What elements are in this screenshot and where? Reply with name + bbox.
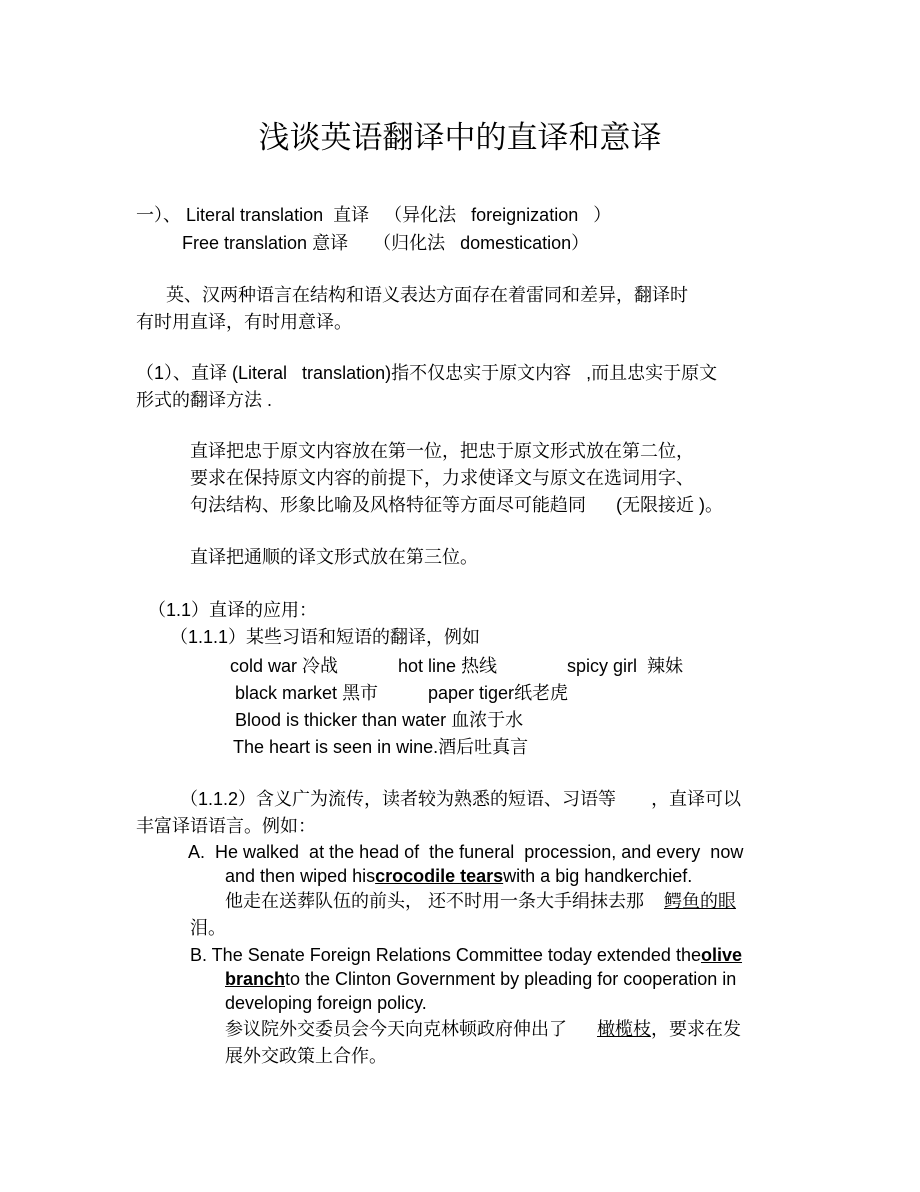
example-spicy-girl-zh: 辣妹: [647, 656, 684, 676]
definition-line-2: 形式的翻译方法 .: [136, 390, 273, 410]
example-a-zh-1a: 他走在送葬队伍的前头， 还不时用一条大手绢抹去那: [225, 891, 644, 911]
example-b-zh-line-1: [225, 1018, 741, 1040]
example-paper-tiger: paper tiger: [428, 683, 515, 703]
application2-line-1: [180, 788, 741, 810]
example-b-line-2: [225, 968, 736, 990]
example-a-line-1: A. He walked at the head of the funeral procession, and every now: [188, 842, 744, 862]
para1-line-3b: (无限接近 )。: [616, 495, 724, 515]
example-b-zh-1a: 参议院外交委员会今天向克林顿政府伸出了: [225, 1019, 567, 1039]
example-black-market: black market: [235, 683, 338, 703]
olive-branch-part-1: olive: [700, 945, 743, 965]
application2-line-1b: ，直译可以: [651, 789, 742, 809]
section-prefix: 一）、: [136, 205, 181, 225]
definition-part-b: translation)指不仅忠实于原文内容: [302, 363, 572, 383]
section-literal-line: [136, 204, 611, 226]
crocodile-tears: crocodile tears: [375, 866, 504, 886]
domestication-term: domestication）: [460, 233, 590, 253]
section-free-line: [182, 232, 589, 254]
intro-line-2: 有时用直译，有时用意译。: [136, 312, 352, 332]
para2: 直译把通顺的译文形式放在第三位。: [190, 547, 478, 567]
example-blood: Blood is thicker than water: [235, 710, 447, 730]
example-spicy-girl: spicy girl: [567, 656, 638, 676]
example-b-line-1a: B. The Senate Foreign Relations Committee today extended the: [190, 945, 701, 965]
example-b-line-3: developing foreign policy.: [225, 993, 427, 1013]
application-heading: （1.1）直译的应用：: [148, 600, 318, 620]
example-hot-line: hot line: [398, 656, 457, 676]
foreignization-term: foreignization: [471, 205, 579, 225]
example-blood-zh: 血浓于水: [451, 710, 524, 730]
document-title: 浅谈英语翻译中的直译和意译: [258, 120, 662, 156]
example-heart-zh: 酒后吐真言: [438, 737, 529, 757]
free-term: Free translation: [182, 233, 308, 253]
olive-branch-zh: 橄榄枝: [597, 1019, 652, 1039]
foreignization-paren: （异化法: [384, 205, 457, 225]
domestication-paren: （归化法: [373, 233, 446, 253]
crocodile-tears-zh: 鳄鱼的眼: [664, 891, 737, 911]
example-a-line-2c: with a big handkerchief.: [503, 866, 693, 886]
definition-line-1: [136, 362, 717, 384]
intro-line-1: 英、汉两种语言在结构和语义表达方面存在着雷同和差异，翻译时: [166, 285, 688, 305]
example-a-zh-line-1: [225, 890, 736, 912]
definition-part-a: （1）、直译 (Literal: [136, 363, 288, 383]
para1-line-1: 直译把忠于原文内容放在第一位，把忠于原文形式放在第二位，: [190, 441, 694, 461]
example-hot-line-zh: 热线: [461, 656, 498, 676]
example-b-zh-1c: ，要求在发: [651, 1019, 742, 1039]
example-b-zh-line-2: 展外交政策上合作。: [225, 1046, 387, 1066]
foreignization-close: ）: [593, 205, 612, 225]
example-a-line-2: [225, 865, 692, 887]
example-a-zh-line-2: 泪。: [190, 918, 226, 938]
application2-line-1a: （1.1.2）含义广为流传，读者较为熟悉的短语、习语等: [180, 789, 617, 809]
example-row-4: [233, 736, 528, 758]
olive-branch-part-2: branch: [225, 969, 286, 989]
example-heart: The heart is seen in wine.: [233, 737, 439, 757]
para1-line-2: 要求在保持原文内容的前提下，力求使译文与原文在选词用字、: [190, 468, 694, 488]
example-cold-war-zh: 冷战: [302, 656, 339, 676]
example-black-market-zh: 黑市: [342, 683, 379, 703]
example-paper-tiger-zh: 纸老虎: [514, 683, 569, 703]
example-row-3: [235, 709, 523, 731]
application2-line-2: 丰富译语语言。例如：: [136, 816, 316, 836]
free-zh: 意译: [312, 233, 349, 253]
example-b-line-2b: to the Clinton Government by pleading for cooperation in: [285, 969, 737, 989]
para1-line-3: [190, 494, 723, 516]
definition-part-c: ,而且忠实于原文: [586, 363, 718, 383]
example-row-1: [230, 655, 683, 677]
para1-line-3a: 句法结构、形象比喻及风格特征等方面尽可能趋同: [190, 495, 586, 515]
example-row-2: [235, 682, 568, 704]
example-a-line-2a: and then wiped his: [225, 866, 376, 886]
literal-term: Literal translation: [186, 205, 324, 225]
example-b-line-1: [190, 944, 742, 966]
example-cold-war: cold war: [230, 656, 298, 676]
literal-zh: 直译: [333, 205, 370, 225]
application-subheading: （1.1.1）某些习语和短语的翻译，例如: [170, 627, 481, 647]
